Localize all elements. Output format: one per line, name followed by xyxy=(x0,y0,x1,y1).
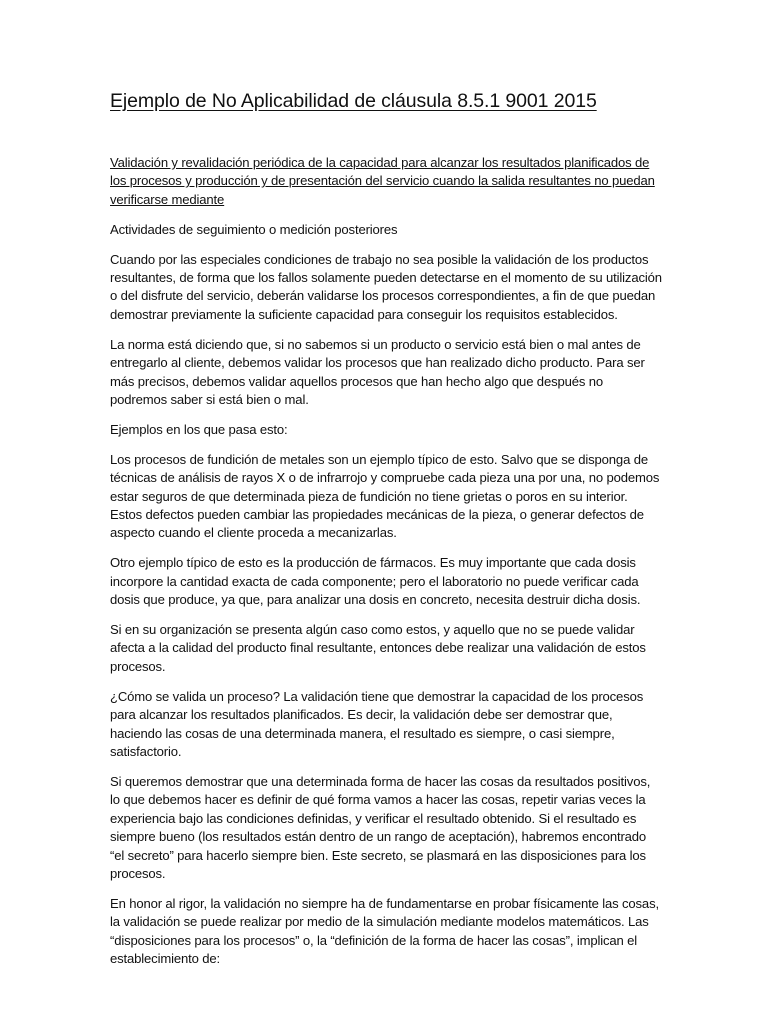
paragraph-explanation: La norma está diciendo que, si no sabemos si un producto o servicio está bien o mal antes de entregarlo al cliente, debemos validar los procesos que han realizado dicho producto. Para ser más precisos, debemos validar aquellos procesos que han hecho algo que después no podremos saber si está bien o mal. xyxy=(110,336,645,407)
subtitle-paragraph: Validación y revalidación periódica de la capacidad para alcanzar los resultados planificados de los procesos y producción y de presentación del servicio cuando la salida resultantes no puedan verificarse mediante xyxy=(110,155,655,207)
document-title: Ejemplo de No Aplicabilidad de cláusula 8.5.1 9001 2015 xyxy=(110,90,597,112)
section-heading: Actividades de seguimiento o medición posteriores xyxy=(110,221,398,237)
paragraph-example-pharma: Otro ejemplo típico de esto es la producción de fármacos. Es muy importante que cada dosis incorpore la cantidad exacta de cada componente; pero el laboratorio no puede verificar cada dosis que produce, ya que, para analizar una dosis en concreto, necesita destruir dicha dosis. xyxy=(110,555,641,608)
document-page xyxy=(110,88,662,980)
paragraph-organization: Si en su organización se presenta algún caso como estos, y aquello que no se puede validar afecta a la calidad del producto final resultante, entonces debe realizar una validación de estos procesos. xyxy=(110,622,646,674)
paragraph-demonstrate: Si queremos demostrar que una determinada forma de hacer las cosas da resultados positivos, lo que debemos hacer es definir de qué forma vamos a hacer las cosas, repetir varias veces la experiencia bajo las condiciones definidas, y verificar el resultado obtenido. Si el resultado es siempre bueno (los resultados están dentro de un rango de aceptación), habremos encontrado “el secreto” para hacerlo siempre bien. Este secreto, se plasmará en las disposiciones para los procesos. xyxy=(110,773,651,881)
examples-heading: Ejemplos en los que pasa esto: xyxy=(110,421,288,437)
paragraph-how-to-validate: ¿Cómo se valida un proceso? La validación tiene que demostrar la capacidad de los procesos para alcanzar los resultados planificados. Es decir, la validación debe ser demostrar que, haciendo las cosas de una determinada manera, el resultado es siempre, o casi siempre, satisfactorio. xyxy=(110,688,644,759)
paragraph-definition: Cuando por las especiales condiciones de trabajo no sea posible la validación de los productos resultantes, de forma que los fallos solamente pueden detectarse en el momento de su utilización o del disfrute del servicio, deberán validarse los procesos correspondientes, a fin de que puedan demostrar previamente la suficiente capacidad para conseguir los requisitos establecidos. xyxy=(110,251,662,322)
paragraph-example-casting: Los procesos de fundición de metales son un ejemplo típico de esto. Salvo que se disponga de técnicas de análisis de rayos X o de infrarrojo y compruebe cada pieza una por una, no podemos estar seguros de que determinada pieza de fundición no tiene grietas o poros en su interior. Estos defectos pueden cambiar las propiedades mecánicas de la pieza, o generar defectos de aspecto cuando el cliente proceda a mecanizarlas. xyxy=(110,451,660,541)
paragraph-rigor: En honor al rigor, la validación no siempre ha de fundamentarse en probar físicamente las cosas, la validación se puede realizar por medio de la simulación mediante modelos matemáticos. Las “disposiciones para los procesos” o, la “definición de la forma de hacer las cosas”, implican el establecimiento de: xyxy=(110,895,659,967)
